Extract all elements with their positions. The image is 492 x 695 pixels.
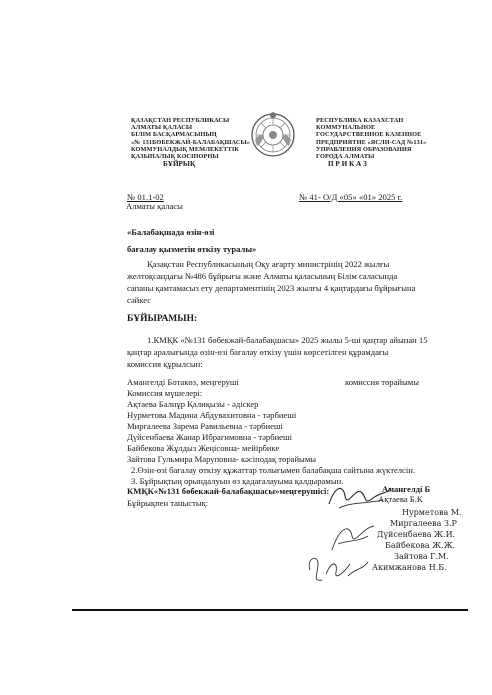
state-emblem-icon bbox=[250, 112, 296, 158]
order-label-russian: П Р И К А З bbox=[328, 160, 367, 168]
item2-text: 2.Өзін-өзі бағалау өткізу құжаттар толығымен балабақша сайтына жүктелсін. bbox=[131, 465, 416, 475]
header-left-line: БІЛІМ БАСҚАРМАСЫНЫҢ bbox=[131, 131, 217, 139]
bottom-divider-line bbox=[72, 609, 468, 611]
item3-text: 3. Бұйрықтың орындалуын өз қадағалауыма қалдырамын. bbox=[131, 476, 344, 486]
director-signature-icon bbox=[325, 478, 395, 514]
header-left-line: ҚАЗАҚСТАН РЕСПУБЛИКАСЫ bbox=[131, 117, 230, 124]
header-left-block bbox=[131, 117, 250, 160]
acquainted-name: Нурметова М. bbox=[402, 508, 462, 517]
item1-line: қаңтар аралығында өзін-өзі бағалау өткізу үшін көрсетілген құрамдағы bbox=[127, 347, 389, 357]
order-heading: БҰЙЫРАМЫН: bbox=[127, 314, 198, 324]
header-left-line: «№ 131БӨБЕКЖАЙ-БАЛАБАҚШАСЫ» bbox=[131, 138, 251, 146]
header-right-line: ГОСУДАРСТВЕННОЕ КАЗЕННОЕ bbox=[316, 131, 422, 139]
acquainted-label: Бұйрықпен таныстық: bbox=[127, 498, 209, 508]
header-right-line: ГОРОДА АЛМАТЫ bbox=[316, 153, 375, 161]
acquainted-name: Байбекова Ж.Ж. bbox=[385, 541, 456, 550]
member-line: Зайтова Гульмира Маруповна- кәсіподақ төрайымы bbox=[127, 454, 317, 464]
header-right-line: ПРЕДПРИЯТИЕ «ЯСЛИ-САД №131» bbox=[316, 138, 427, 146]
order-label-kazakh: БҰЙРЫҚ bbox=[163, 160, 196, 168]
acquainted-name: Акимжанова Н.Б. bbox=[372, 563, 447, 572]
signature-name: Амангелді Б bbox=[382, 484, 431, 494]
acquainted-name: Миргалеева З.Р bbox=[390, 519, 457, 528]
document-number-left: № 01.1-02 bbox=[127, 192, 164, 202]
member-line: Нурметова Мадина Абдувахитовна - тәрбиеші bbox=[127, 410, 297, 420]
preamble-line: сәйкес bbox=[127, 295, 152, 305]
item1-line: комиссия құрылсын: bbox=[127, 359, 203, 369]
chairman-name: Амангелді Ботакөз, меңгеруші bbox=[127, 377, 239, 387]
member-line: Дүйсенбаева Жанар Ибрагимовна - тәрбиеші bbox=[127, 432, 292, 442]
signature-org: КМҚК«№131 бөбекжай-балабақшасы»меңгерушісі: bbox=[127, 486, 330, 496]
item1-line: 1.КМҚК «№131 бөбекжай-балабақшасы» 2025 жылы 5-ші қаңтар айынан 15 bbox=[147, 335, 428, 345]
member-line: Байбекова Жұлдыз Жеңісовна- мейірбике bbox=[127, 443, 280, 453]
members-heading: Комиссия мүшелері: bbox=[127, 388, 203, 398]
preamble-line: сапаны қамтамасыз ету департаментінің 2023 жылғы 4 қаңтардағы бұйрығына bbox=[127, 283, 416, 293]
preamble-line: Қазақстан Республикасының Оқу ағарту министрінің 2022 жылғы bbox=[147, 259, 390, 269]
acquainted-name: Зайтова Г.М. bbox=[394, 552, 449, 561]
document-number-right: № 41- О/Д «05» «01» 2025 г. bbox=[299, 192, 403, 202]
header-left-line: ҚАЗЫНАЛЫҚ КӘСІПОРНЫ bbox=[131, 153, 219, 161]
preamble-line: желтоқсандағы №486 бұйрығы және Алматы қаласының Білім саласында bbox=[127, 271, 398, 281]
acquainted-name: Ақтаева Б.К bbox=[378, 494, 423, 504]
city-name: Алматы қаласы bbox=[126, 201, 183, 211]
handwritten-signature-icon bbox=[304, 550, 374, 590]
header-right-block bbox=[316, 117, 426, 160]
acquainted-name: Дүйсенбаева Ж.И. bbox=[377, 530, 456, 539]
document-title-line: бағалау қызметін өткізу туралы» bbox=[127, 244, 257, 254]
header-right-line: РЕСПУБЛИКА КАЗАХСТАН bbox=[316, 117, 404, 124]
member-line: Ақтаева Балнұр Қалиқызы - әдіскер bbox=[127, 399, 259, 409]
header-left-line: АЛМАТЫ ҚАЛАСЫ bbox=[131, 124, 193, 132]
member-line: Миргалеева Зарема Равильевна - тәрбиеші bbox=[127, 421, 283, 431]
header-right-line: УПРАВЛЕНИЯ ОБРАЗОВАНИЯ bbox=[316, 145, 412, 153]
header-left-line: КОММУНАЛДЫҚ МЕМЛЕКЕТТІК bbox=[131, 145, 240, 153]
chairman-role: комиссия төрайымы bbox=[345, 377, 419, 387]
header-right-line: КОММУНАЛЬНОЕ bbox=[316, 124, 376, 132]
document-title-line: «Балабақшада өзін-өзі bbox=[127, 227, 215, 237]
